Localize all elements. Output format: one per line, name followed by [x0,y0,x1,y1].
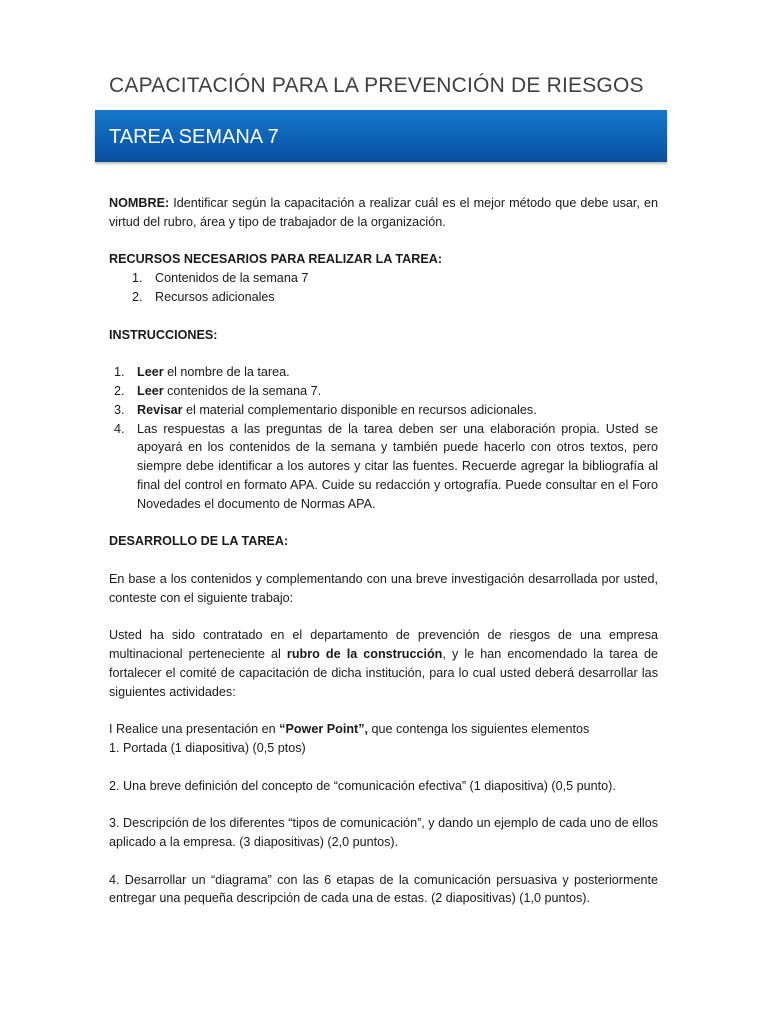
activity-intro-bold: “Power Point”, [279,722,369,737]
list-item [109,382,658,401]
instrucciones-list [109,363,658,513]
context-bold: rubro de la construcción [286,647,443,662]
list-number: 2. [132,289,143,304]
list-text: el material complementario disponible en recursos adicionales. [182,402,537,417]
list-item [109,420,658,514]
desarrollo-context [109,626,658,701]
list-text: Las respuestas a las preguntas de la tarea deben ser una elaboración propia. Usted se apoyará en los contenidos de la semana y también puede hacerlo con otros textos, pero siempre debe identificar a los autores y citar las fuentes. Recuerde agregar la bibliografía al final del control en formato APA. Cuide su redacción y ortografía. Puede consultar en el Foro Novedades el documento de Normas APA. [137,421,658,511]
recursos-list [109,269,658,307]
document-body [109,194,658,908]
context-text-b: , y le han encomendado la tarea de fortalecer el comité de capacitación de dicha institución, para lo cual usted deberá desarrollar las siguientes actividades: [109,647,658,699]
list-number: 1. [114,365,125,380]
list-number: 1. [132,271,143,286]
activity-3: 3. Descripción de los diferentes “tipos de comunicación”, y dando un ejemplo de cada uno de ellos aplicado a la empresa. (3 diapositivas) (2,0 puntos). [109,816,658,850]
recursos-heading: RECURSOS NECESARIOS PARA REALIZAR LA TAREA: [109,252,443,267]
list-text: Contenidos de la semana 7 [155,271,309,286]
list-number: 4. [114,421,125,436]
activity-intro-text-b: que contenga los siguientes elementos [368,722,590,737]
context-text-a: Usted ha sido contratado en el departamento de prevención de riesgos de una empresa multinacional perteneciente al [109,628,658,662]
activity-2: 2. Una breve definición del concepto de “comunicación efectiva” (1 diapositiva) (0,5 punto). [109,778,616,793]
list-bold: Leer [137,365,164,380]
instrucciones-heading: INSTRUCCIONES: [109,327,218,342]
activity-intro-text-a: I Realice una presentación en [109,722,280,737]
list-item [109,401,658,420]
list-number: 3. [114,402,125,417]
list-text: Recursos adicionales [155,289,275,304]
nombre-label: NOMBRE: [109,196,170,210]
activity-1: 1. Portada (1 diapositiva) (0,5 ptos) [109,741,306,756]
activity-4: 4. Desarrollar un “diagrama” con las 6 etapas de la comunicación persuasiva y posteriormente entregar una pequeña descripción de cada una de estas. (2 diapositivas) (1,0 puntos). [109,872,658,906]
list-text: el nombre de la tarea. [163,365,290,380]
nombre-paragraph [109,194,658,232]
list-item [109,363,658,382]
list-bold: Leer [137,383,164,398]
document-title: CAPACITACIÓN PARA LA PREVENCIÓN DE RIESGOS [109,74,644,97]
desarrollo-heading: DESARROLLO DE LA TAREA: [109,534,289,549]
list-number: 2. [114,383,125,398]
list-text: contenidos de la semana 7. [163,383,322,398]
section-banner [95,110,667,162]
list-item [109,288,658,307]
list-bold: Revisar [137,402,183,417]
banner-title: TAREA SEMANA 7 [109,126,279,148]
desarrollo-intro: En base a los contenidos y complementando con una breve investigación desarrollada por usted, conteste con el siguiente trabajo: [109,571,658,605]
activity-intro [109,720,658,739]
nombre-text: Identificar según la capacitación a realizar cuál es el mejor método que debe usar, en virtud del rubro, área y tipo de trabajador de la organización. [109,196,658,229]
list-item [109,269,658,288]
